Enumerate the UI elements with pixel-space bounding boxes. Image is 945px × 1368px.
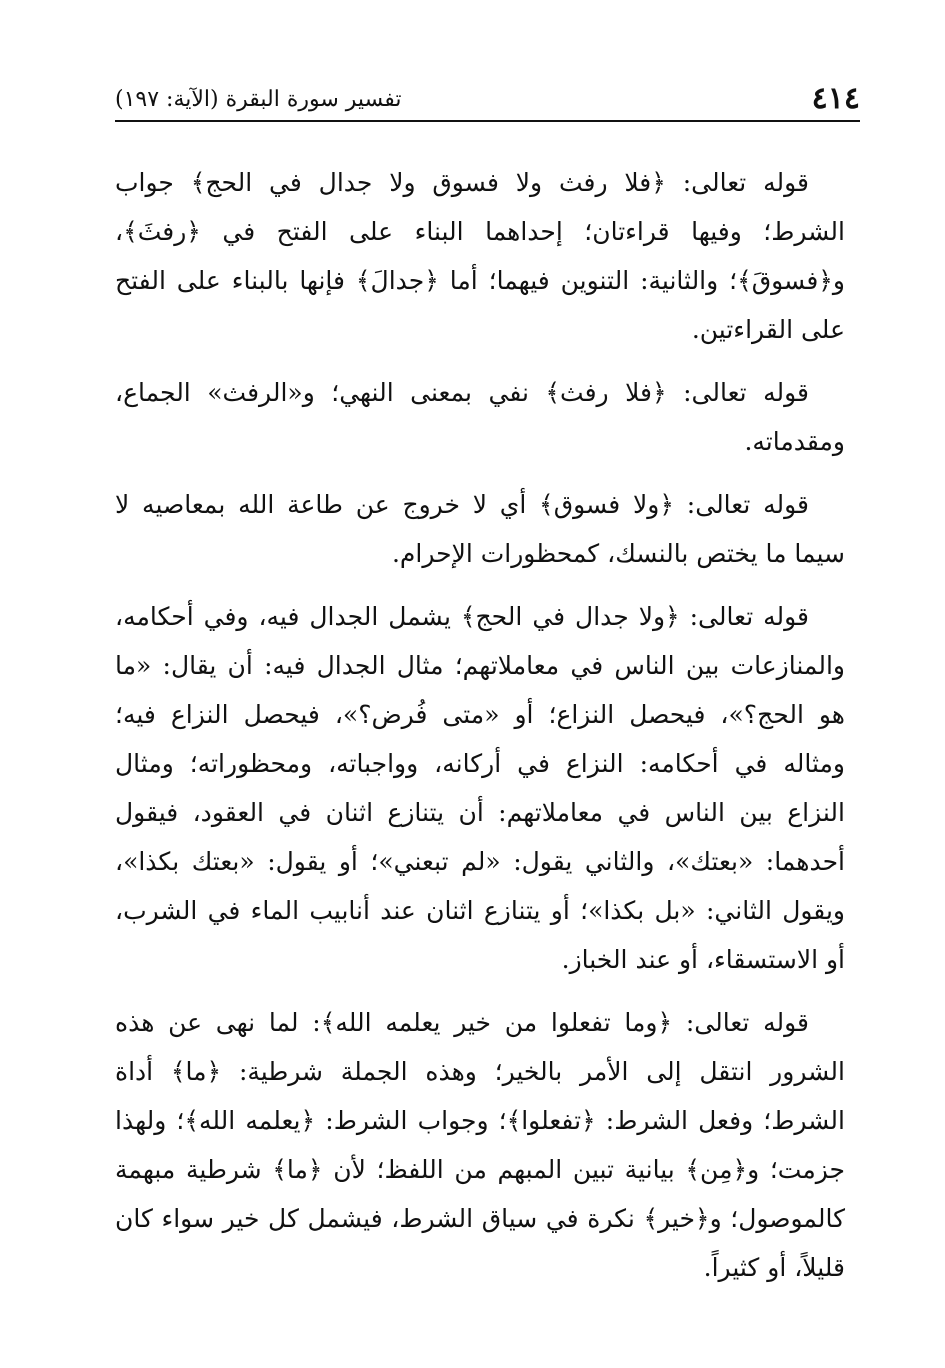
paragraph-text: قوله تعالى: ﴿ولا فسوق﴾ أي لا خروج عن طاعة الله بمعاصيه لا سيما ما يختص بالنسك، كمحظورات الإحرام. [115, 490, 845, 568]
page-header [115, 80, 860, 122]
page-number: ٤١٤ [811, 81, 860, 116]
paragraph-rafath [115, 368, 845, 466]
paragraph-rafath-fusuq-jidal [115, 158, 845, 354]
paragraph-fusuq [115, 480, 845, 578]
paragraph-text: قوله تعالى: ﴿وما تفعلوا من خير يعلمه الله﴾: لما نهى عن هذه الشرور انتقل إلى الأمر بالخير؛ وهذه الجملة شرطية: ﴿ما﴾ أداة الشرط؛ وفعل الشرط: ﴿تفعلوا﴾؛ وجواب الشرط: ﴿يعلمه الله﴾؛ ولهذا جزمت؛ و﴿مِن﴾ بيانية تبين المبهم من اللفظ؛ لأن ﴿ما﴾ شرطية مبهمة كالموصول؛ و﴿خير﴾ نكرة في سياق الشرط، فيشمل كل خير سواء كان قليلاً، أو كثيراً. [115, 1008, 845, 1282]
paragraph-text: قوله تعالى: ﴿فلا رفث﴾ نفي بمعنى النهي؛ و«الرفث» الجماع، ومقدماته. [115, 378, 845, 456]
paragraph-jidal [115, 592, 845, 984]
paragraph-text: قوله تعالى: ﴿فلا رفث ولا فسوق ولا جدال في الحج﴾ جواب الشرط؛ وفيها قراءتان؛ إحداهما البناء على الفتح في ﴿رفثَ﴾، و﴿فسوقَ﴾؛ والثانية: التنوين فيهما؛ أما ﴿جدالَ﴾ فإنها بالبناء على الفتح على القراءتين. [115, 168, 845, 344]
page-body [115, 158, 845, 1306]
paragraph-text: قوله تعالى: ﴿ولا جدال في الحج﴾ يشمل الجدال فيه، وفي أحكامه، والمنازعات بين الناس في معاملاتهم؛ مثال الجدال فيه: أن يقال: «ما هو الحج؟»، فيحصل النزاع؛ أو «متى فُرض؟»، فيحصل النزاع فيه؛ ومثاله في أحكامه: النزاع في أركانه، وواجباته، ومحظوراته؛ ومثال النزاع بين الناس في معاملاتهم: أن يتنازع اثنان في العقود، فيقول أحدهما: «بعتك»، والثاني يقول: «لم تبعني»؛ أو يقول: «بعتك بكذا»، ويقول الثاني: «بل بكذا»؛ أو يتنازع اثنان عند أنابيب الماء في الشرب، أو الاستسقاء، أو عند الخباز. [115, 602, 845, 974]
paragraph-khayr [115, 998, 845, 1292]
running-title: تفسير سورة البقرة (الآية: ١٩٧) [115, 87, 402, 112]
